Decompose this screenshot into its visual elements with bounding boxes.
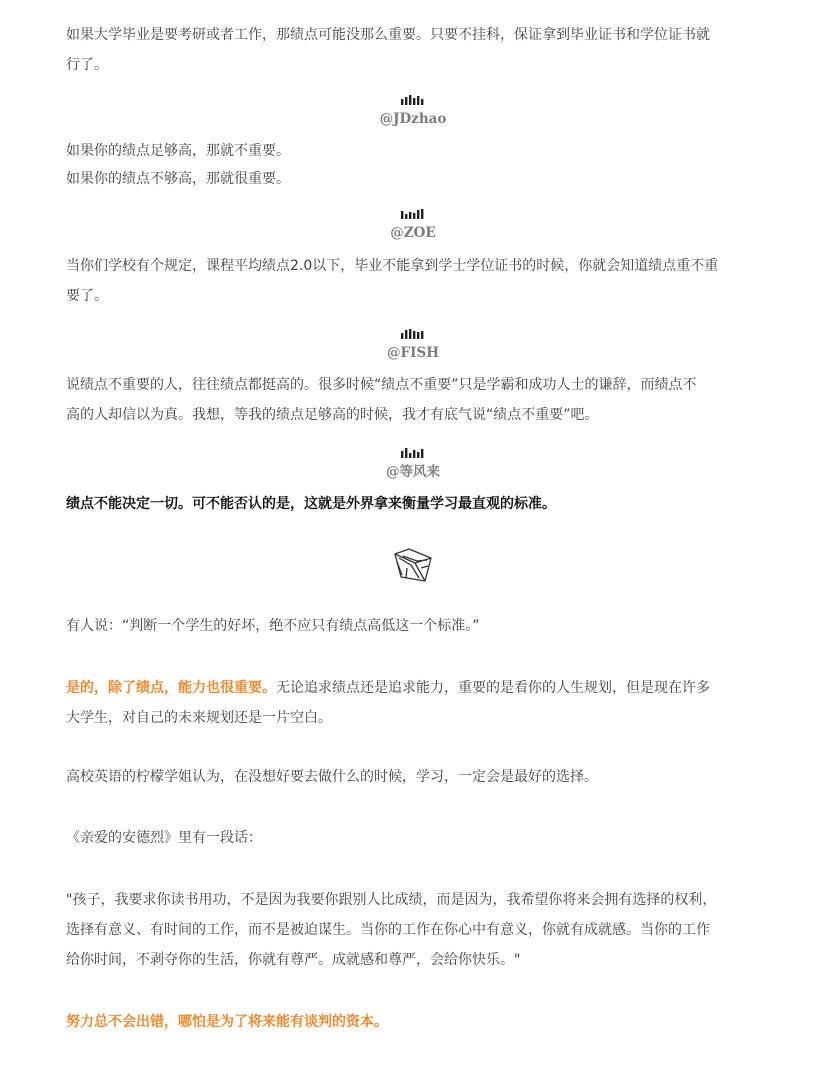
closing-paragraph — [66, 1008, 746, 1036]
text-line: 说绩点不重要的人，往往绩点都挺高的。很多时候“绩点不重要”只是学霸和成功人士的谦辞，而绩点不 — [66, 377, 697, 393]
text-line: 行了。 — [66, 57, 108, 73]
text-line: 绩点不能决定一切。可不能否认的是，这就是外界拿来衡量学习最直观的标准。 — [66, 496, 556, 512]
answer-paragraph — [66, 251, 746, 311]
author-handle: @JDzhao — [379, 111, 447, 127]
answer-paragraph — [66, 20, 746, 80]
text-line: 高校英语的柠檬学姐认为，在没想好要去做什么的时候，学习，一定会是最好的选择。 — [66, 769, 598, 785]
body-paragraph — [66, 612, 746, 640]
answer-paragraph — [66, 489, 746, 519]
text-line: 当你们学校有个规定，课程平均绩点2.0以下，毕业不能拿到学士学位证书的时候，你就会知道绩点重不重 — [66, 258, 719, 274]
text-line: 无论追求绩点还是追求能力，重要的是看你的人生规划，但是现在许多 — [276, 680, 710, 696]
text-line: 如果你的绩点不够高，那就很重要。 — [66, 171, 290, 187]
body-paragraph — [66, 673, 746, 733]
sound-bars-icon — [0, 329, 826, 339]
body-paragraph — [66, 763, 746, 791]
text-line: "孩子，我要求你读书用功，不是因为我要你跟别人比成绩，而是因为，我希望你将来会拥有选择的权利， — [66, 892, 717, 908]
text-line: 努力总不会出错，哪怕是为了将来能有谈判的资本。 — [66, 1014, 388, 1030]
author-handle: @等风来 — [386, 464, 440, 480]
text-line: 有人说：“判断一个学生的好坏，绝不应只有绩点高低这一个标准。” — [66, 618, 480, 634]
highlight-text: 是的，除了绩点，能力也很重要。 — [66, 680, 276, 696]
text-line: 给你时间，不剥夺你的生活，你就有尊严。成就感和尊严，会给你快乐。" — [66, 952, 521, 968]
author-handle: @FISH — [387, 345, 439, 361]
sound-bars-icon — [0, 95, 826, 105]
text-line: 如果你的绩点足够高，那就不重要。 — [66, 143, 290, 159]
text-line: 要了。 — [66, 288, 108, 304]
text-line: 如果大学毕业是要考研或者工作，那绩点可能没那么重要。只要不挂科，保证拿到毕业证书和学位证书就 — [66, 27, 710, 43]
answer-paragraph — [66, 137, 746, 193]
sound-bars-icon — [0, 209, 826, 219]
body-paragraph — [66, 824, 746, 852]
text-line: 《亲爱的安德烈》里有一段话： — [66, 830, 262, 846]
text-line: 高的人却信以为真。我想，等我的绩点足够高的时候，我才有底气说“绩点不重要”吧。 — [66, 407, 599, 423]
quote-paragraph — [66, 885, 746, 975]
answer-paragraph — [66, 370, 746, 430]
wireframe-cube-icon — [393, 548, 433, 584]
text-line: 选择有意义、有时间的工作，而不是被迫谋生。当你的工作在你心中有意义，你就有成就感。当你的工作 — [66, 922, 710, 938]
sound-bars-icon — [0, 448, 826, 458]
text-line: 大学生，对自己的未来规划还是一片空白。 — [66, 710, 332, 726]
author-handle: @ZOE — [390, 225, 436, 241]
